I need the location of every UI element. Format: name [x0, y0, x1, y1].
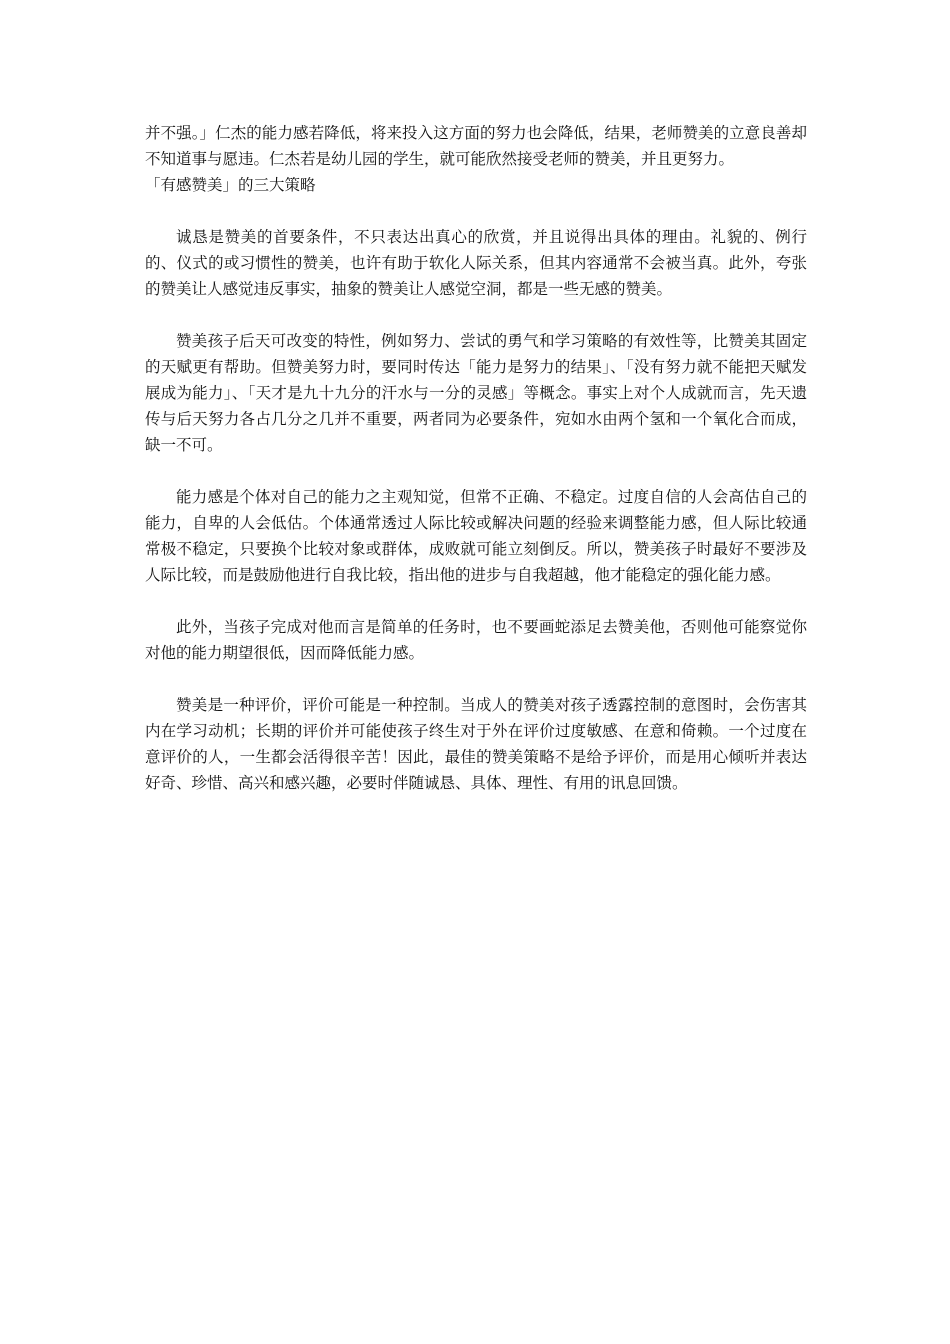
intro-text: 并不强。」仁杰的能力感若降低，将来投入这方面的努力也会降低，结果，老师赞美的立意良善却不知道事与愿违。仁杰若是幼儿园的学生，就可能欣然接受老师的赞美，并且更努力。 [145, 124, 807, 168]
paragraph-spacer [145, 588, 807, 614]
paragraph-spacer [145, 458, 807, 484]
paragraph-spacer [145, 302, 807, 328]
article-body [145, 120, 807, 796]
paragraph-competence: 能力感是个体对自己的能力之主观知觉，但常不正确、不稳定。过度自信的人会高估自己的能力，自卑的人会低估。个体通常透过人际比较或解决问题的经验来调整能力感，但人际比较通常极不稳定，只要换个比较对象或群体，成败就可能立刻倒反。所以，赞美孩子时最好不要涉及人际比较，而是鼓励他进行自我比较，指出他的进步与自我超越，他才能稳定的强化能力感。 [145, 488, 807, 584]
paragraph-evaluation: 赞美是一种评价，评价可能是一种控制。当成人的赞美对孩子透露控制的意图时，会伤害其内在学习动机；长期的评价并可能使孩子终生对于外在评价过度敏感、在意和倚赖。一个过度在意评价的人，一生都会活得很辛苦！因此，最佳的赞美策略不是给予评价，而是用心倾听并表达好奇、珍惜、高兴和感兴趣，必要时伴随诚恳、具体、理性、有用的讯息回馈。 [145, 696, 807, 792]
paragraph-spacer [145, 666, 807, 692]
paragraph-simple-tasks: 此外，当孩子完成对他而言是简单的任务时，也不要画蛇添足去赞美他，否则他可能察觉你对他的能力期望很低，因而降低能力感。 [145, 618, 807, 662]
section-heading: 「有感赞美」的三大策略 [145, 176, 316, 194]
paragraph-effort: 赞美孩子后天可改变的特性，例如努力、尝试的勇气和学习策略的有效性等，比赞美其固定的天赋更有帮助。但赞美努力时，要同时传达「能力是努力的结果」、「没有努力就不能把天赋发展成为能力」、「天才是九十九分的汗水与一分的灵感」等概念。事实上对个人成就而言，先天遗传与后天努力各占几分之几并不重要，两者同为必要条件，宛如水由两个氢和一个氧化合而成，缺一不可。 [145, 332, 807, 454]
paragraph-spacer [145, 198, 807, 224]
paragraph-sincerity: 诚恳是赞美的首要条件，不只表达出真心的欣赏，并且说得出具体的理由。礼貌的、例行的、仪式的或习惯性的赞美，也许有助于软化人际关系，但其内容通常不会被当真。此外，夸张的赞美让人感觉违反事实，抽象的赞美让人感觉空洞，都是一些无感的赞美。 [145, 228, 807, 298]
